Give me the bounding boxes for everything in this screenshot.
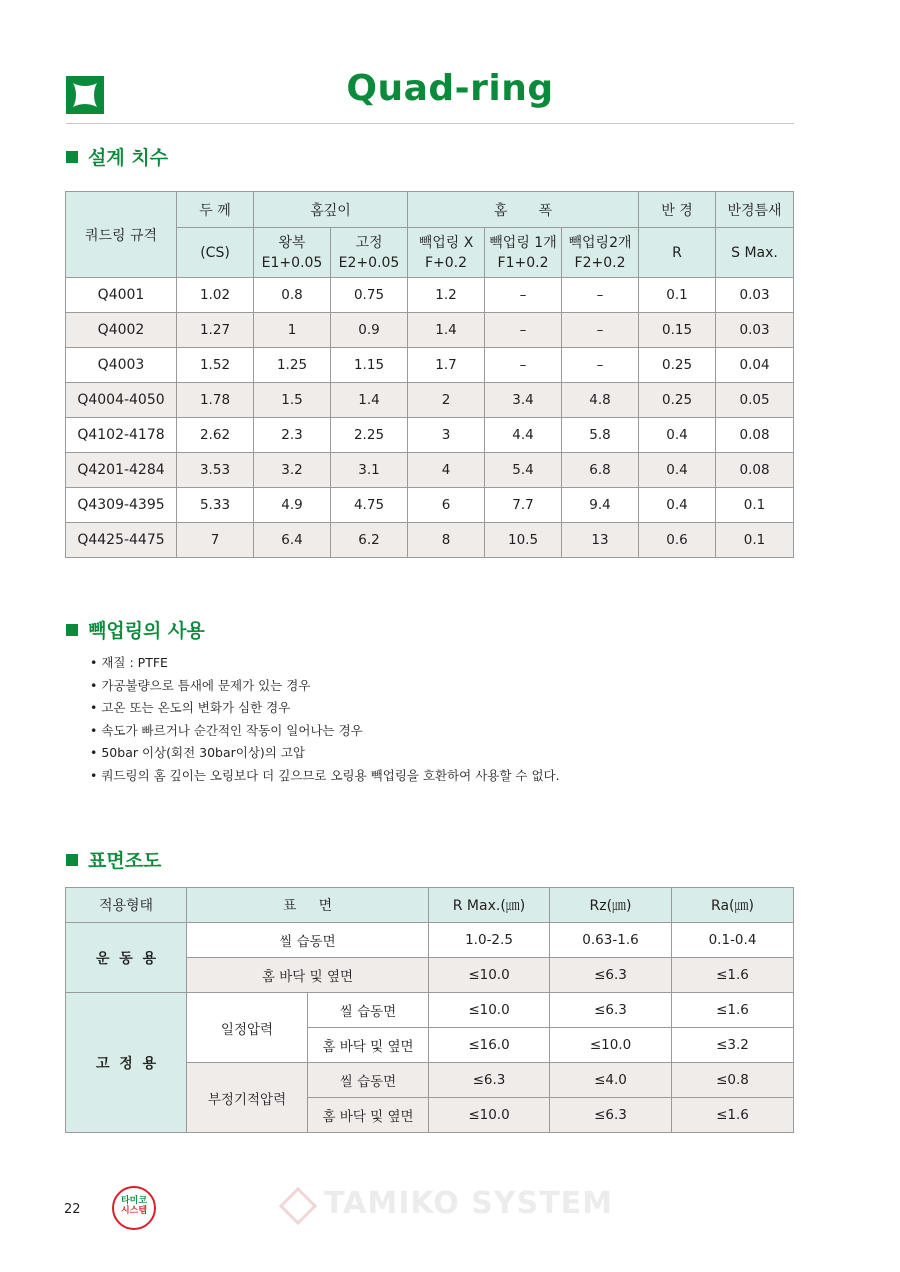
table-cell: 3.2: [254, 453, 331, 488]
table-cell: 5.4: [485, 453, 562, 488]
surface-seal-face: 씰 습동면: [308, 1063, 429, 1098]
design-dimensions-table: [65, 191, 794, 558]
header-static: 고정 E2+0.05: [331, 228, 408, 278]
table-cell: 4.4: [485, 418, 562, 453]
table-cell: 7.7: [485, 488, 562, 523]
list-item: • 쿼드링의 홈 깊이는 오링보다 더 깊으므로 오링용 빽업링을 호환하여 사용할 수 없다.: [90, 765, 560, 788]
table-row: [66, 488, 794, 523]
table-cell: 5.33: [177, 488, 254, 523]
table-row: [66, 523, 794, 558]
table-cell: 1.15: [331, 348, 408, 383]
table-cell: 0.25: [639, 383, 716, 418]
table-cell: 0.15: [639, 313, 716, 348]
spec-code-cell: Q4309-4395: [66, 488, 177, 523]
table-cell: 1.52: [177, 348, 254, 383]
list-item: • 재질 : PTFE: [90, 652, 560, 675]
table-cell: 0.75: [331, 278, 408, 313]
table-cell: 3.1: [331, 453, 408, 488]
table-cell: 0.8: [254, 278, 331, 313]
table-cell: 0.9: [331, 313, 408, 348]
table-cell: 1.7: [408, 348, 485, 383]
table-cell: 0.4: [639, 418, 716, 453]
list-item: • 가공불량으로 틈새에 문제가 있는 경우: [90, 675, 560, 698]
header-radial-gap: 반경틈새: [716, 192, 794, 228]
backup-ring-usage-list: [90, 652, 560, 788]
badge-top-text: 타미코: [120, 1196, 148, 1206]
surface-groove-face: 홈 바닥 및 옆면: [308, 1028, 429, 1063]
table-cell: –: [485, 348, 562, 383]
table-cell: 1.0-2.5: [429, 923, 550, 958]
table-cell: ≤10.0: [429, 993, 550, 1028]
surface-groove-face: 홈 바닥 및 옆면: [308, 1098, 429, 1133]
table-cell: 0.03: [716, 278, 794, 313]
square-bullet-icon: [66, 854, 78, 866]
spec-code-cell: Q4003: [66, 348, 177, 383]
section-heading-text: 설계 치수: [88, 147, 169, 169]
table-cell: 0.08: [716, 453, 794, 488]
header-r: R: [639, 228, 716, 278]
table-cell: 1.4: [331, 383, 408, 418]
table-row: [66, 278, 794, 313]
surface-groove-face: 홈 바닥 및 옆면: [187, 958, 429, 993]
table-cell: ≤10.0: [550, 1028, 672, 1063]
table-cell: 6.8: [562, 453, 639, 488]
spec-code-cell: Q4002: [66, 313, 177, 348]
header-groove-depth: 홈깊이: [254, 192, 408, 228]
table-cell: ≤0.8: [672, 1063, 794, 1098]
table-cell: ≤6.3: [550, 958, 672, 993]
table-cell: 4.75: [331, 488, 408, 523]
table-cell: 0.1: [716, 523, 794, 558]
table-cell: 2.62: [177, 418, 254, 453]
table-cell: ≤10.0: [429, 958, 550, 993]
square-bullet-icon: [66, 151, 78, 163]
table-cell: 5.8: [562, 418, 639, 453]
table-cell: ≤6.3: [550, 993, 672, 1028]
table-cell: ≤1.6: [672, 1098, 794, 1133]
header-rmax: R Max.(㎛): [429, 888, 550, 923]
table-cell: 0.25: [639, 348, 716, 383]
table-cell: –: [485, 278, 562, 313]
table-row: [66, 418, 794, 453]
section-heading-design-dimensions: [66, 143, 168, 170]
table-cell: ≤6.3: [550, 1098, 672, 1133]
page-number: 22: [64, 1202, 81, 1217]
table-cell: 1.27: [177, 313, 254, 348]
table-cell: ≤4.0: [550, 1063, 672, 1098]
table-cell: –: [562, 278, 639, 313]
header-cs: (CS): [177, 228, 254, 278]
list-item: • 50bar 이상(회전 30bar이상)의 고압: [90, 742, 560, 765]
spec-code-cell: Q4004-4050: [66, 383, 177, 418]
table-cell: 1.78: [177, 383, 254, 418]
table-cell: 0.63-1.6: [550, 923, 672, 958]
header-ra: Ra(㎛): [672, 888, 794, 923]
header-surface: 표 면: [187, 888, 429, 923]
table-row: [66, 313, 794, 348]
table-cell: ≤1.6: [672, 958, 794, 993]
table-cell: 0.04: [716, 348, 794, 383]
row-label-dynamic: 운 동 용: [66, 923, 187, 993]
table-cell: ≤10.0: [429, 1098, 550, 1133]
table-cell: 2.3: [254, 418, 331, 453]
header-smax: S Max.: [716, 228, 794, 278]
header-application-type: 적용형태: [66, 888, 187, 923]
table-cell: 4.9: [254, 488, 331, 523]
section-heading-surface-roughness: [66, 846, 161, 873]
tamiko-watermark-icon: [278, 1186, 318, 1226]
section-heading-text: 표면조도: [88, 850, 162, 872]
header-rz: Rz(㎛): [550, 888, 672, 923]
table-cell: 2: [408, 383, 485, 418]
table-cell: 0.08: [716, 418, 794, 453]
list-item: • 속도가 빠르거나 순간적인 작동이 일어나는 경우: [90, 720, 560, 743]
table-cell: 0.1-0.4: [672, 923, 794, 958]
header-reciprocating: 왕복 E1+0.05: [254, 228, 331, 278]
tamiko-badge-logo: [112, 1186, 156, 1230]
table-cell: 10.5: [485, 523, 562, 558]
header-backup-1: 빽업링 1개 F1+0.2: [485, 228, 562, 278]
table-cell: 6.2: [331, 523, 408, 558]
table-cell: 0.05: [716, 383, 794, 418]
table-row: [66, 383, 794, 418]
table-cell: –: [562, 313, 639, 348]
table-cell: 6.4: [254, 523, 331, 558]
table-cell: ≤6.3: [429, 1063, 550, 1098]
table-cell: 3.53: [177, 453, 254, 488]
header-backup-x: 빽업링 X F+0.2: [408, 228, 485, 278]
spec-code-cell: Q4102-4178: [66, 418, 177, 453]
row-label-static: 고 정 용: [66, 993, 187, 1133]
table-cell: ≤16.0: [429, 1028, 550, 1063]
header-groove-width: 홈 폭: [408, 192, 639, 228]
page-title: Quad-ring: [346, 68, 554, 109]
section-heading-backup-ring-usage: [66, 616, 205, 643]
table-cell: 0.1: [639, 278, 716, 313]
table-cell: 8: [408, 523, 485, 558]
table-cell: 1.02: [177, 278, 254, 313]
table-cell: 1.25: [254, 348, 331, 383]
table-cell: –: [485, 313, 562, 348]
surface-roughness-table: [65, 887, 794, 1133]
table-row: [66, 453, 794, 488]
sub-label-constant-pressure: 일정압력: [187, 993, 308, 1063]
spec-code-cell: Q4201-4284: [66, 453, 177, 488]
badge-bottom-text: 시스템: [120, 1206, 148, 1216]
table-cell: 0.03: [716, 313, 794, 348]
table-cell: 4.8: [562, 383, 639, 418]
square-bullet-icon: [66, 624, 78, 636]
table-cell: 7: [177, 523, 254, 558]
list-item: • 고온 또는 온도의 변화가 심한 경우: [90, 697, 560, 720]
sub-label-irregular-pressure: 부정기적압력: [187, 1063, 308, 1133]
table-cell: 9.4: [562, 488, 639, 523]
table-cell: 13: [562, 523, 639, 558]
table-cell: ≤1.6: [672, 993, 794, 1028]
table-cell: 3: [408, 418, 485, 453]
surface-seal-face: 씰 습동면: [308, 993, 429, 1028]
table-cell: 0.6: [639, 523, 716, 558]
title-divider: [66, 123, 794, 124]
header-radius: 반 경: [639, 192, 716, 228]
header-backup-2: 빽업링2개 F2+0.2: [562, 228, 639, 278]
spec-code-cell: Q4425-4475: [66, 523, 177, 558]
header-thickness: 두 께: [177, 192, 254, 228]
table-cell: 0.4: [639, 488, 716, 523]
table-cell: –: [562, 348, 639, 383]
table-cell: 0.1: [716, 488, 794, 523]
header-spec: 쿼드링 규격: [66, 192, 177, 278]
watermark-text: TAMIKO SYSTEM: [324, 1186, 613, 1221]
table-cell: 4: [408, 453, 485, 488]
spec-code-cell: Q4001: [66, 278, 177, 313]
table-cell: 6: [408, 488, 485, 523]
table-cell: 1.4: [408, 313, 485, 348]
table-cell: 1: [254, 313, 331, 348]
table-row: [66, 348, 794, 383]
surface-seal-face: 씰 습동면: [187, 923, 429, 958]
table-cell: 2.25: [331, 418, 408, 453]
table-cell: 1.2: [408, 278, 485, 313]
table-cell: 3.4: [485, 383, 562, 418]
table-cell: ≤3.2: [672, 1028, 794, 1063]
section-heading-text: 빽업링의 사용: [88, 620, 205, 642]
table-cell: 1.5: [254, 383, 331, 418]
table-cell: 0.4: [639, 453, 716, 488]
